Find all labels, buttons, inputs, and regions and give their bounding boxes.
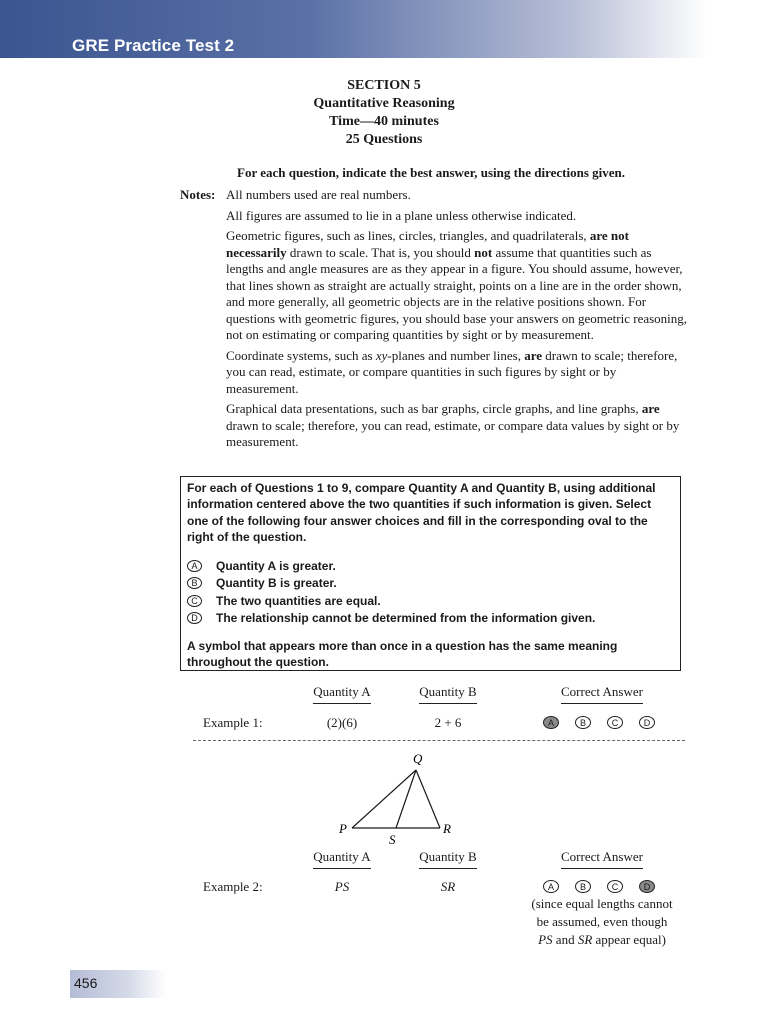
example2-oval-d: D xyxy=(639,880,655,893)
example1-label: Example 1: xyxy=(203,715,263,730)
explanation-end: appear equal) xyxy=(592,932,666,947)
note-text: Graphical data presentations, such as bar graphs, circle graphs, and line graphs, xyxy=(226,401,642,416)
notes-block xyxy=(180,187,690,455)
example2-quantity-b: SR xyxy=(440,879,456,894)
col-quantity-a-label: Quantity A xyxy=(313,684,370,704)
example2-quantity-a: PS xyxy=(334,879,350,894)
choice-b xyxy=(187,575,674,593)
directions-box xyxy=(180,476,681,671)
label-q: Q xyxy=(413,751,423,766)
note-plane: All figures are assumed to lie in a plane unless otherwise indicated. xyxy=(226,207,577,223)
oval-a: A xyxy=(187,560,202,572)
section-count: 25 Questions xyxy=(345,132,423,147)
explanation-line-2: be assumed, even though xyxy=(536,914,668,929)
col-quantity-a-label: Quantity A xyxy=(313,849,370,869)
col-quantity-b xyxy=(406,684,490,704)
note-emphasis: are not necessarily xyxy=(226,228,629,260)
choice-a-text: Quantity A is greater. xyxy=(216,558,336,573)
choice-a xyxy=(187,557,674,575)
explanation-sr: SR xyxy=(577,932,593,947)
section-number: SECTION 5 xyxy=(347,78,421,93)
choice-c-text: The two quantities are equal. xyxy=(216,593,381,608)
note-italic: xy xyxy=(375,347,388,363)
directions-intro: For each of Questions 1 to 9, compare Quantity A and Quantity B, using additional information centered above the two quantities if such information is given. Select one of the following four answer choices and fill in the corresponding oval to the right of the question. xyxy=(187,481,656,544)
example1-oval-a: A xyxy=(543,716,559,729)
oval-d: D xyxy=(187,612,202,624)
note-emphasis: not xyxy=(474,244,493,260)
page-header-title: GRE Practice Test 2 xyxy=(72,36,235,55)
section-heading xyxy=(0,77,768,149)
col-quantity-a-2 xyxy=(300,849,384,869)
col-correct-answer-label: Correct Answer xyxy=(561,684,643,704)
answer-choices-list xyxy=(187,557,674,627)
example1-quantity-b: 2 + 6 xyxy=(434,715,462,730)
col-correct-answer xyxy=(548,684,656,704)
col-quantity-b-label: Quantity B xyxy=(419,684,476,704)
col-quantity-b-label: Quantity B xyxy=(419,849,476,869)
explanation-ps: PS xyxy=(538,932,553,947)
section-time: Time—40 minutes xyxy=(329,114,439,129)
example1-answer-ovals xyxy=(543,716,655,729)
choice-b-text: Quantity B is greater. xyxy=(216,576,337,591)
triangle-pqr-figure xyxy=(330,748,470,848)
explanation-and: and xyxy=(552,932,578,947)
note-text: assume that quantities such as lengths and angle measures are as they appear in a figure. You should assume, however, that lines shown as straight are actually straight, points on a line are in the order shown, and more generally, all geometric objects are in the relative positions shown. For questions with geometric figures, you should base your answers on geometric reasoning, not on estimating or comparing quantities by sight or by measurement. xyxy=(226,244,688,342)
general-instructions: For each question, indicate the best answer, using the directions given. xyxy=(237,165,625,180)
dashed-divider xyxy=(193,740,685,741)
note-text: -planes and number lines, xyxy=(387,347,525,363)
choice-c xyxy=(187,592,674,610)
col-quantity-a xyxy=(300,684,384,704)
note-emphasis: are xyxy=(641,401,660,416)
example1-oval-d: D xyxy=(639,716,655,729)
note-graphical-data xyxy=(226,401,690,451)
label-r: R xyxy=(443,821,451,836)
example1-oval-b: B xyxy=(575,716,591,729)
explanation-line-1: (since equal lengths cannot xyxy=(531,896,673,911)
page-number: 456 xyxy=(74,975,98,991)
oval-b: B xyxy=(187,577,202,589)
col-quantity-b-2 xyxy=(406,849,490,869)
explanation-line-3 xyxy=(512,931,692,949)
note-coordinate-systems xyxy=(226,348,690,398)
label-s: S xyxy=(389,832,396,847)
symbol-note: A symbol that appears more than once in a question has the same meaning throughout the question. xyxy=(187,639,618,670)
note-real-numbers: All numbers used are real numbers. xyxy=(226,187,411,202)
note-text: drawn to scale; therefore, you can read, estimate, or compare quantities in such figures by sight or by measurement. xyxy=(226,347,678,396)
example1-oval-c: C xyxy=(607,716,623,729)
note-text: drawn to scale. That is, you should xyxy=(286,244,475,260)
note-geometric-figures xyxy=(226,228,690,344)
choice-d-text: The relationship cannot be determined from the information given. xyxy=(216,611,596,626)
example2-answer-ovals xyxy=(543,880,655,893)
segment-qr xyxy=(416,770,440,828)
example2-oval-c: C xyxy=(607,880,623,893)
choice-d xyxy=(187,610,674,628)
example2-explanation xyxy=(512,895,692,949)
oval-c: C xyxy=(187,595,202,607)
label-p: P xyxy=(339,821,347,836)
col-correct-answer-label: Correct Answer xyxy=(561,849,643,869)
note-text: Geometric figures, such as lines, circles, triangles, and quadrilaterals, xyxy=(226,228,590,243)
example1-quantity-a: (2)(6) xyxy=(326,715,358,730)
example2-oval-a: A xyxy=(543,880,559,893)
section-name: Quantitative Reasoning xyxy=(313,96,455,111)
note-text: Coordinate systems, such as xyxy=(226,347,376,363)
notes-label: Notes: xyxy=(180,187,216,202)
example2-label: Example 2: xyxy=(203,879,263,894)
example2-oval-b: B xyxy=(575,880,591,893)
note-emphasis: are xyxy=(524,347,543,363)
col-correct-answer-2 xyxy=(548,849,656,869)
note-text: drawn to scale; therefore, you can read, estimate, or compare data values by sight or by measurement. xyxy=(226,417,680,449)
